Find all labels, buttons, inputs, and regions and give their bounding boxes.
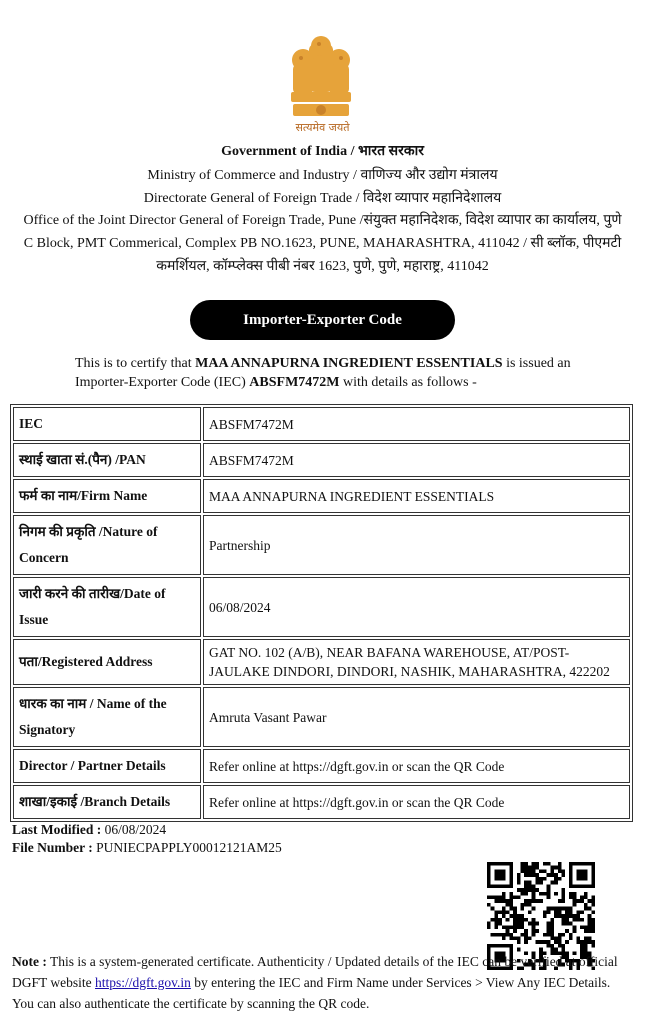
table-row	[13, 639, 630, 685]
row-value: Amruta Vasant Pawar	[203, 687, 630, 747]
details-table	[10, 404, 633, 822]
national-emblem-icon	[285, 34, 357, 134]
row-value: Refer online at https://dgft.gov.in or scan the QR Code	[203, 785, 630, 819]
table-row	[13, 515, 630, 575]
note-text	[12, 951, 632, 1014]
certify-firm-name: MAA ANNAPURNA INGREDIENT ESSENTIALS	[195, 356, 503, 371]
office-line: Office of the Joint Director General of Foreign Trade, Pune /संयुक्त महानिदेशक, विदेश व्यापार का कार्यालय, पुणे	[23, 213, 622, 228]
address-line-hi: कमर्शियल, कॉम्प्लेक्स पीबी नंबर 1623, पुणे, पुणे, महाराष्ट्र, 411042	[156, 259, 489, 274]
document-title: Importer-Exporter Code	[190, 300, 455, 340]
note-text-part1: This is a system-generated certificate. Authenticity / Updated details of the IEC can be verified at official DGFT website	[12, 954, 618, 990]
last-modified-value: 06/08/2024	[101, 822, 167, 837]
row-value: Refer online at https://dgft.gov.in or scan the QR Code	[203, 749, 630, 783]
row-label: Director / Partner Details	[13, 749, 201, 783]
row-label: फर्म का नाम/Firm Name	[13, 479, 201, 513]
last-modified	[12, 822, 166, 838]
table-row	[13, 687, 630, 747]
table-row	[13, 479, 630, 513]
file-number-label: File Number :	[12, 840, 93, 855]
directorate-line: Directorate General of Foreign Trade / विदेश व्यापार महानिदेशालय	[143, 191, 502, 206]
certification-statement	[75, 354, 595, 392]
row-label: धारक का नाम / Name of the Signatory	[13, 687, 201, 747]
row-value: GAT NO. 102 (A/B), NEAR BAFANA WAREHOUSE, AT/POST-JAULAKE DINDORI, DINDORI, NASHIK, MAHARASHTRA, 422202	[203, 639, 630, 685]
row-label: जारी करने की तारीख/Date of Issue	[13, 577, 201, 637]
table-row	[13, 577, 630, 637]
certify-middle: is issued an Importer-Exporter Code (IEC)	[75, 356, 571, 390]
row-label: शाखा/इकाई /Branch Details	[13, 785, 201, 819]
dgft-website-link[interactable]: https://dgft.gov.in	[95, 975, 191, 990]
row-value: ABSFM7472M	[203, 407, 630, 441]
row-label: पता/Registered Address	[13, 639, 201, 685]
row-label: स्थाई खाता सं.(पैन) /PAN	[13, 443, 201, 477]
last-modified-label: Last Modified :	[12, 822, 102, 837]
certify-suffix: with details as follows -	[339, 375, 477, 390]
table-row	[13, 749, 630, 783]
row-value: Partnership	[203, 515, 630, 575]
government-heading: Government of India / भारत सरकार	[221, 144, 424, 159]
certify-iec: ABSFM7472M	[249, 375, 340, 390]
table-row	[13, 785, 630, 819]
certify-prefix: This is to certify that	[75, 356, 196, 371]
table-row	[13, 443, 630, 477]
note-label: Note :	[12, 954, 47, 969]
row-value: 06/08/2024	[203, 577, 630, 637]
table-row	[13, 407, 630, 441]
ministry-line: Ministry of Commerce and Industry / वाणिज्य और उद्योग मंत्रालय	[147, 168, 498, 183]
row-label: निगम की प्रकृति /Nature of Concern	[13, 515, 201, 575]
row-value: ABSFM7472M	[203, 443, 630, 477]
row-value: MAA ANNAPURNA INGREDIENT ESSENTIALS	[203, 479, 630, 513]
note-text-part2: by entering the IEC and Firm Name under Services > View Any IEC Details. You can also authenticate the certificate by scanning the QR code.	[12, 975, 611, 1011]
file-number-value: PUNIECPAPPLY00012121AM25	[92, 840, 282, 855]
national-motto: सत्यमेव जयते	[295, 121, 350, 134]
row-label: IEC	[13, 407, 201, 441]
address-line-en: C Block, PMT Commerical, Complex PB NO.1623, PUNE, MAHARASHTRA, 411042 / सी ब्लॉक, पीएमटी	[23, 236, 622, 251]
file-number	[12, 840, 282, 856]
